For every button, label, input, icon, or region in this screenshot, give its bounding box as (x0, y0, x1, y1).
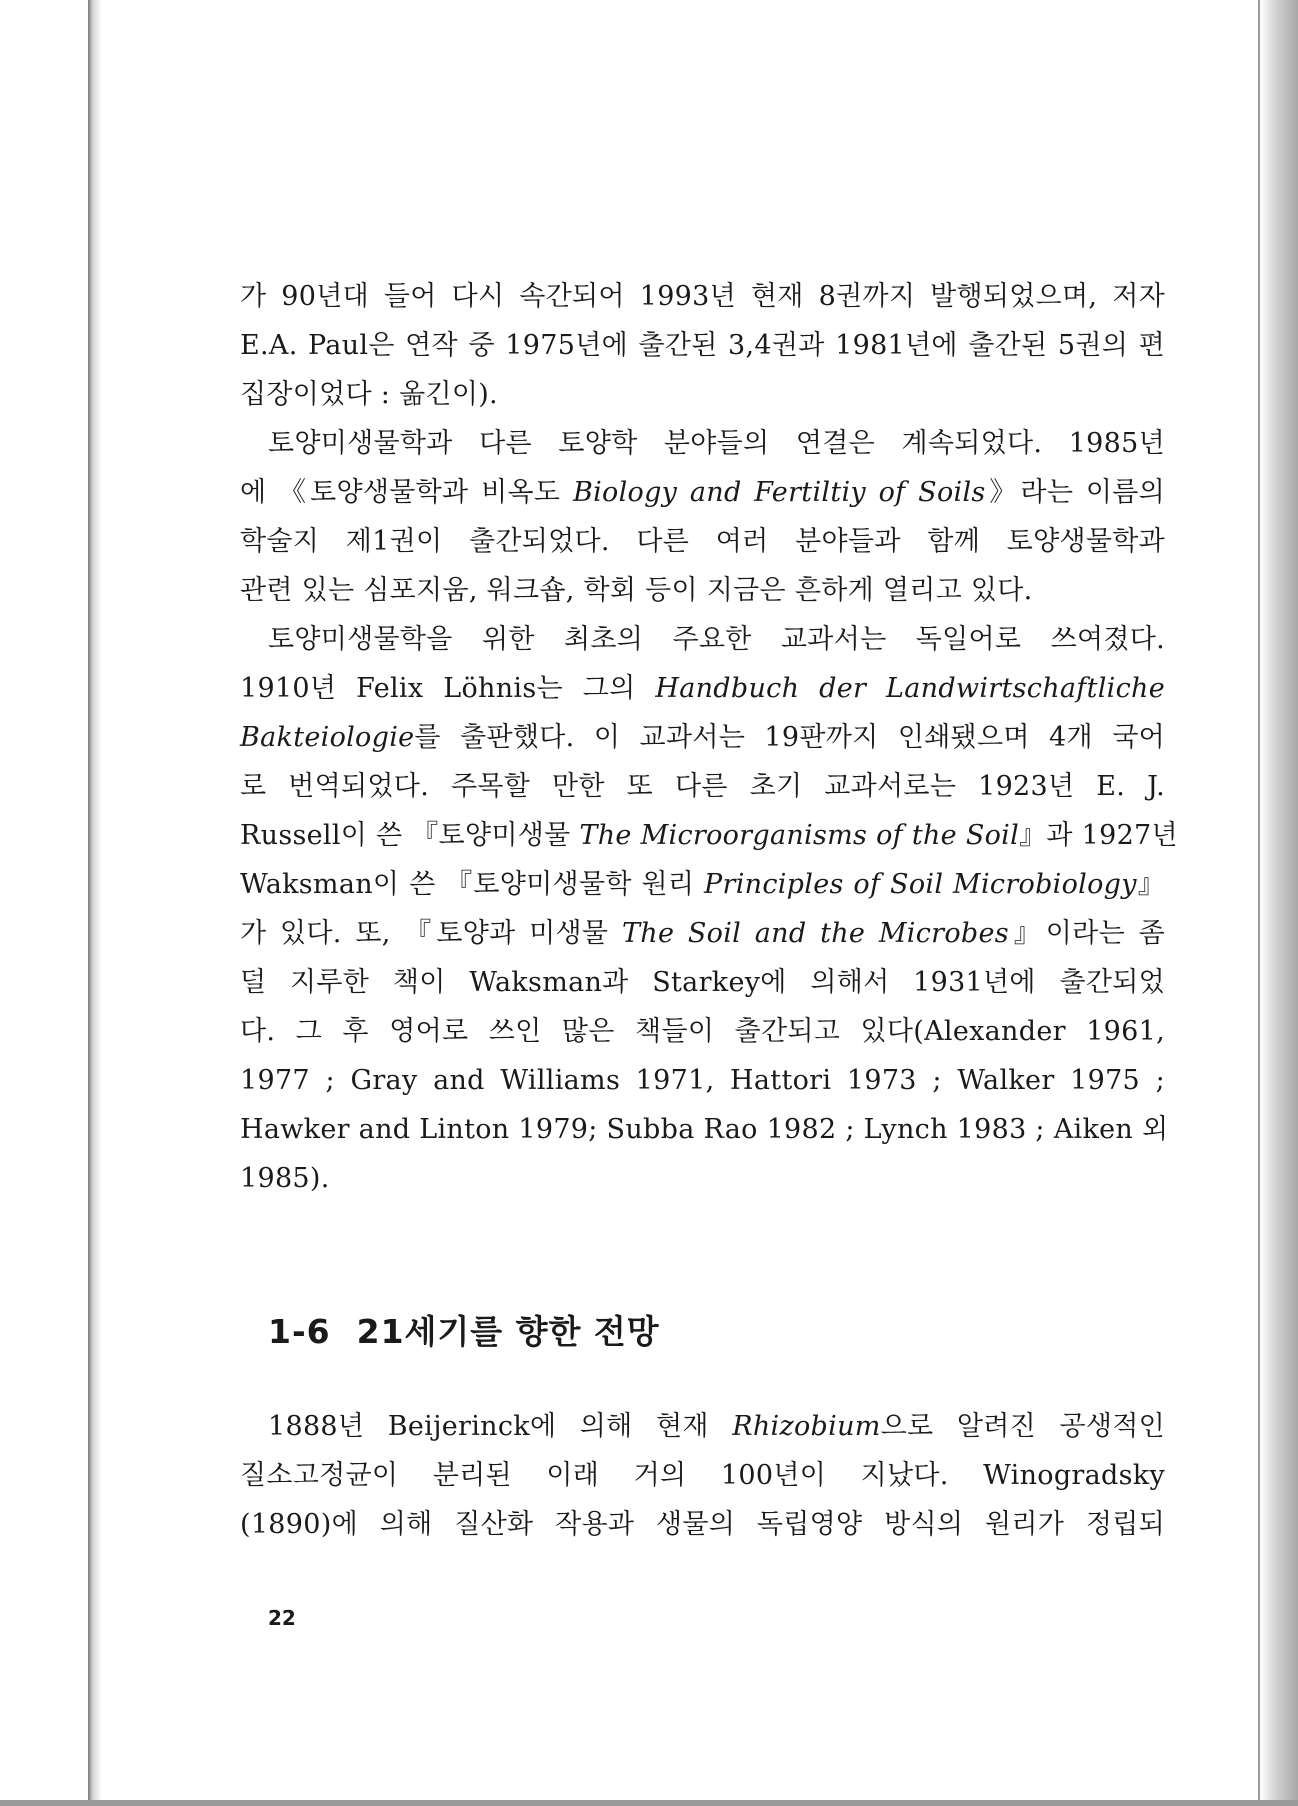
text-line (240, 713, 1165, 762)
text-segment: 를 출판했다. 이 교과서는 19판까지 인쇄됐으며 4개 국어 (414, 722, 1165, 753)
text-segment: 』이라는 좀 (1008, 918, 1165, 949)
text-segment: Waksman이 쓴 『토양미생물학 원리 (240, 869, 705, 900)
page-bottom-edge (0, 1800, 1298, 1806)
text-line: 1977 ; Gray and Williams 1971, Hattori 1973 ; Walker 1975 ; (240, 1065, 1165, 1096)
book-title-italic: The Soil and the Microbes (621, 918, 1009, 949)
page-edge-shadow (1260, 0, 1298, 1806)
paragraph-4 (240, 1402, 1165, 1549)
text-line: Hawker and Linton 1979; Subba Rao 1982 ; Lynch 1983 ; Aiken 외 (240, 1114, 1169, 1145)
text-line: 가 90년대 들어 다시 속간되어 1993년 현재 8권까지 발행되었으며, 저자 (240, 281, 1165, 312)
text-segment: 으로 알려진 공생적인 (880, 1411, 1165, 1442)
text-line (240, 664, 1165, 713)
text-segment: 가 있다. 또, 『토양과 미생물 (240, 918, 622, 949)
text-line (240, 1402, 1165, 1451)
text-line: (1890)에 의해 질산화 작용과 생물의 독립영양 방식의 원리가 정립되 (240, 1509, 1165, 1540)
body-text-upper (240, 272, 1178, 1203)
text-line: 로 번역되었다. 주목할 만한 또 다른 초기 교과서로는 1923년 E. J. (240, 771, 1165, 802)
text-segment: 』 (1136, 869, 1166, 900)
section-number: 1-6 (268, 1312, 331, 1351)
text-segment: 1910년 Felix Löhnis는 그의 (240, 673, 656, 704)
text-line (240, 909, 1165, 958)
body-text-lower (240, 1402, 1165, 1549)
paragraph-2 (240, 419, 1165, 615)
text-segment: Russell이 쓴 『토양미생물 (240, 820, 580, 851)
text-line: 집장이었다 : 옮긴이). (240, 379, 498, 410)
text-line: 질소고정균이 분리된 이래 거의 100년이 지났다. Winogradsky (240, 1460, 1165, 1491)
text-line: 토양미생물학을 위한 최초의 주요한 교과서는 독일어로 쓰여졌다. (268, 624, 1165, 655)
text-line: 학술지 제1권이 출간되었다. 다른 여러 분야들과 함께 토양생물학과 (240, 526, 1165, 557)
page-number: 22 (268, 1606, 296, 1630)
text-segment: 에 《토양생물학과 비옥도 (240, 477, 561, 508)
text-line (240, 811, 1178, 860)
page-binding-shadow (88, 0, 102, 1806)
section-title: 21세기를 향한 전망 (356, 1312, 660, 1351)
genus-name-italic: Rhizobium (732, 1411, 881, 1442)
text-line: 다. 그 후 영어로 쓰인 많은 책들이 출간되고 있다(Alexander 1961, (240, 1016, 1165, 1047)
paragraph-3 (240, 615, 1178, 1203)
text-line: 관련 있는 심포지움, 워크숍, 학회 등이 지금은 흔하게 열리고 있다. (240, 575, 1033, 606)
text-line: E.A. Paul은 연작 중 1975년에 출간된 3,4권과 1981년에 출간된 5권의 편 (240, 330, 1165, 361)
text-line: 토양미생물학과 다른 토양학 분야들의 연결은 계속되었다. 1985년 (268, 428, 1165, 459)
text-line: 덜 지루한 책이 Waksman과 Starkey에 의해서 1931년에 출간되었 (240, 967, 1165, 998)
text-line (240, 468, 1165, 517)
text-segment: 1888년 Beijerinck에 의해 현재 (268, 1411, 733, 1442)
paragraph-1 (240, 272, 1165, 419)
text-segment: 》라는 이름의 (985, 477, 1166, 508)
book-title-italic: Bakteiologie (240, 722, 415, 753)
text-line (240, 860, 1165, 909)
journal-title-italic: Biology and Fertiltiy of Soils (572, 477, 986, 508)
book-title-italic: Handbuch der Landwirtschaftliche (655, 673, 1166, 704)
text-line: 1985). (240, 1163, 330, 1194)
book-title-italic: Principles of Soil Microbiology (704, 869, 1137, 900)
book-title-italic: The Microorganisms of the Soil (579, 820, 1020, 851)
text-segment: 』과 1927년 (1019, 820, 1178, 851)
section-heading (268, 1306, 660, 1353)
